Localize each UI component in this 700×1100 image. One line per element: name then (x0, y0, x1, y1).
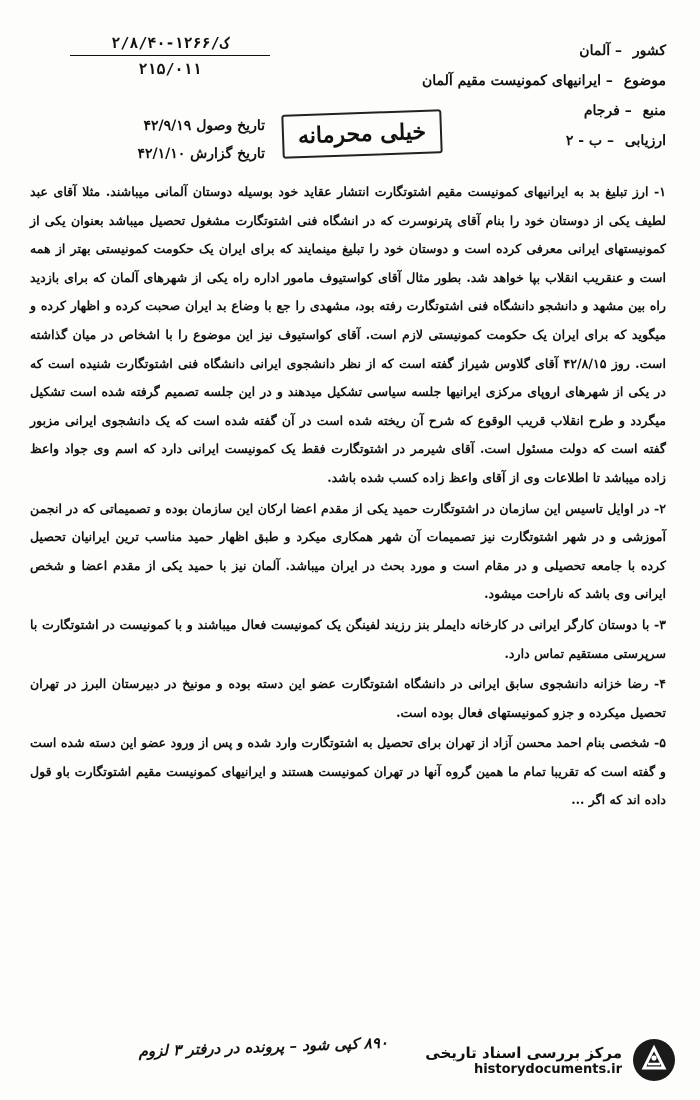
reference-number (70, 30, 270, 82)
header-subject: موضوع – ایرانیهای کمونیست مقیم آلمان (421, 73, 666, 89)
watermark-text (425, 1044, 622, 1077)
handwritten-note: ۸۹۰ کپی شود – پرونده در درفتر ۳ لزوم (138, 1033, 389, 1061)
date-block (95, 112, 265, 168)
paragraph-5: ۵- شخصی بنام احمد محسن آزاد از تهران برای تحصیل به اشتوتگارت وارد شده و پس از ورود عضو این دسته شده است و گفته است که تقریبا تمام ما همین گروه آنها در تهران کمونیست هستند و ایرانیهای کمونیست مقیم اشتوتگارت باو قول داده اند که اگر ... (30, 735, 666, 808)
classification-stamp: خیلی محرمانه (281, 109, 442, 159)
subject-value: ایرانیهای کمونیست مقیم آلمان (421, 73, 602, 89)
archive-watermark[interactable] (408, 1032, 678, 1088)
grade-value: ب - ۲ (565, 133, 603, 149)
received-date: تاریخ وصول ۴۲/۹/۱۹ (143, 118, 265, 134)
reference-top-line: ۲/۸/۴۰-ک/۱۲۶۶ (70, 30, 270, 56)
paragraph-3: ۳- با دوستان کارگر ایرانی در کارخانه دایملر بنز رزیند لفینگن یک کمونیست فعال میباشند و با کمونیست در اشتوتگارت با سرپرستی مستقیم تماس دارد. (30, 616, 666, 661)
document-header (306, 36, 666, 156)
header-grade: ارزیابی – ب - ۲ (565, 133, 666, 149)
paragraph-1: ۱- ارز تبلیغ بد به ایرانیهای کمونیست مقیم اشتوتگارت انتشار عقاید خود بوسیله دوستان آلمانی میباشند. مثلا آقای عبد لطیف یکی از دوستان خود را بنام آقای پترنوسرت که در انشگاه فنی اشتوتگارت مشغول تحصیل میباشد بعنوان یکی از کمونیستهای ایرانی معرفی کرده است و دوستان خود را تبلیغ مینمایند که برای ایران یک حکومت کمونیستی بهتر از همه است و عنقریب انقلاب بپا خواهد شد. بطور مثال آقای کواستیوف مامور اداره راه یکی از شهرهای آلمان که برای بازدید راه بین مشهد و دانشجو دانشگاه فنی اشتوتگارت رفته بود، مشهدی را جع با وضاع بد ایران صحبت کرده و اظهار کرده و میگوید که برای ایران یک حکومت کمونیستی لازم است. آقای کواستیوف نیز این موضوع را با اشخاص در میان گذاشته است. روز ۴۲/۸/۱۵ آقای گلاوس شیراز گفته است که از نظر دانشجوی ایرانی دانشگاه فنی اشتوتگارت شنیده است که در یکی از شهرهای اروپای مرکزی ایرانیها جلسه سیاسی تشکیل میدهند و در این جلسه تصمیم گرفته شده است تشکیل میگردد و طرح انقلاب قریب الوقوع که شرح آن ریخته شده است در آن گفته شده است که یک دانشجوی ایرانی مزبور گفته است که دولت مسئول است. آقای شیرمر در اشتوتگارت فقط یک کمونیست ایرانی دارد که اسم وی جواد واعظ زاده میباشد تا اطلاعات وی از آقای واعظ زاده کسب شده باشد. (30, 184, 666, 485)
archive-logo-icon (630, 1036, 678, 1084)
header-country: کشور – آلمان (579, 43, 666, 59)
paragraph-4: ۴- رضا خزانه دانشجوی سابق ایرانی در دانشگاه اشتوتگارت عضو این دسته بوده و مونیخ در دبیرستان البرز در تهران تحصیل میکرده و جزو کمونیستهای فعال بوده است. (30, 676, 666, 720)
country-label: کشور (632, 43, 666, 59)
document-footer (18, 1030, 678, 1090)
report-date: تاریخ گزارش ۴۲/۱/۱۰ (137, 146, 265, 162)
header-source: منبع – فرجام (583, 103, 666, 119)
source-label: منبع (642, 103, 666, 119)
reference-bottom-line: ۲۱۵/۰۱۱ (138, 60, 202, 78)
paragraph-2: ۲- در اوایل تاسیس این سازمان در اشتوتگارت حمید یکی از مقدم اعضا ارکان این سازمان بوده و تصمیماتی که در انجمن آموزشی و در شهر اشتوتگارت نیز تصمیمات آن شهر همکاری میکرد و طبق اظهار حمید مناسب ترین ایرانیان تحصیل کرده با جامعه تحصیلی و در مقام است و مورد بحث در ایران میباشد. آلمان نیز با حمید یکی از مقدم اعضا و شخص ایرانی وی باشد که ناراحت میشود. (30, 500, 666, 602)
source-value: فرجام (583, 103, 620, 119)
country-value: آلمان (579, 43, 611, 59)
subject-label: موضوع (623, 73, 666, 89)
document-body (30, 178, 666, 817)
grade-label: ارزیابی (624, 133, 666, 149)
watermark-url[interactable]: historydocuments.ir (473, 1061, 622, 1077)
watermark-name: مرکز بررسی اسناد تاریخی (425, 1043, 622, 1062)
